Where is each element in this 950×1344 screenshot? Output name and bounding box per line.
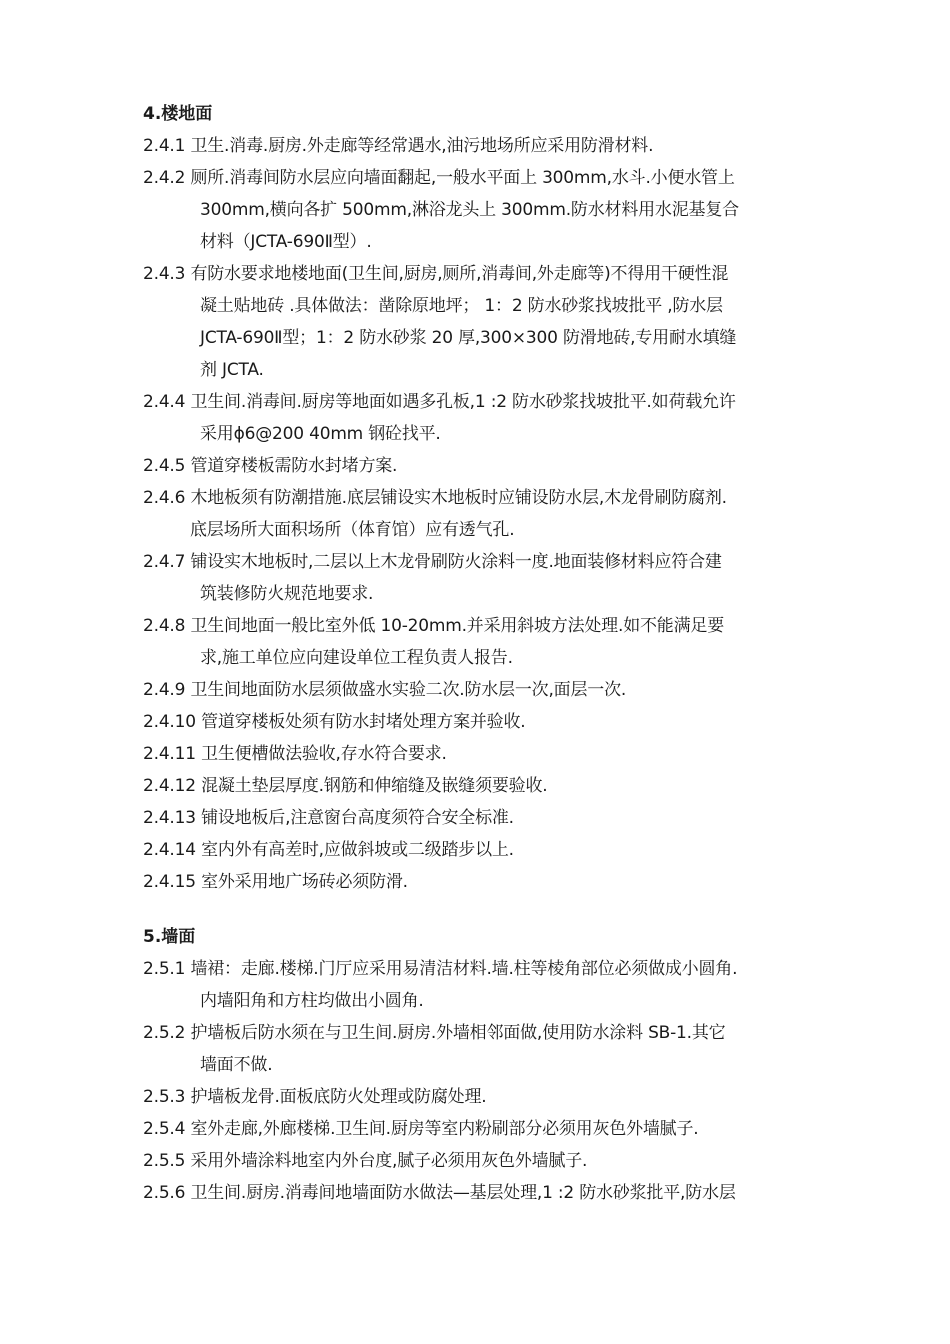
section-heading-floor: 4.楼地面 — [143, 104, 213, 124]
clause-2-4-2-cont: 材料（JCTA-690Ⅱ型）. — [200, 232, 372, 252]
clause-2-4-1: 2.4.1 卫生.消毒.厨房.外走廊等经常遇水,油污地场所应采用防滑材料. — [143, 136, 654, 156]
clause-2-4-14: 2.4.14 室内外有高差时,应做斜坡或二级踏步以上. — [143, 840, 514, 860]
clause-2-4-2-cont: 300mm,横向各扩 500mm,淋浴龙头上 300mm.防水材料用水泥基复合 — [200, 200, 739, 220]
clause-2-4-8: 2.4.8 卫生间地面一般比室外低 10-20mm.并采用斜坡方法处理.如不能满足要 — [143, 616, 724, 636]
clause-2-5-1-cont: 内墙阳角和方柱均做出小圆角. — [200, 991, 424, 1011]
clause-2-4-6: 2.4.6 木地板须有防潮措施.底层铺设实木地板时应铺设防水层,木龙骨刷防腐剂. — [143, 488, 727, 508]
section-heading-wall: 5.墙面 — [143, 927, 196, 947]
clause-2-4-9: 2.4.9 卫生间地面防水层须做盛水实验二次.防水层一次,面层一次. — [143, 680, 627, 700]
clause-2-4-6-cont: 底层场所大面积场所（体育馆）应有透气孔. — [190, 520, 515, 540]
clause-2-4-5: 2.4.5 管道穿楼板需防水封堵方案. — [143, 456, 398, 476]
clause-2-5-2: 2.5.2 护墙板后防水须在与卫生间.厨房.外墙相邻面做,使用防水涂料 SB-1.其它 — [143, 1023, 726, 1043]
clause-2-4-7: 2.4.7 铺设实木地板时,二层以上木龙骨刷防火涂料一度.地面装修材料应符合建 — [143, 552, 722, 572]
clause-2-5-4: 2.5.4 室外走廊,外廊楼梯.卫生间.厨房等室内粉刷部分必须用灰色外墙腻子. — [143, 1119, 699, 1139]
clause-2-4-13: 2.4.13 铺设地板后,注意窗台高度须符合安全标准. — [143, 808, 514, 828]
clause-2-4-3: 2.4.3 有防水要求地楼地面(卫生间,厨房,厕所,消毒间,外走廊等)不得用干硬性混 — [143, 264, 729, 284]
clause-2-4-8-cont: 求,施工单位应向建设单位工程负责人报告. — [200, 648, 513, 668]
clause-2-5-2-cont: 墙面不做. — [200, 1055, 273, 1075]
clause-2-4-2: 2.4.2 厕所.消毒间防水层应向墙面翻起,一般水平面上 300mm,水斗.小便水管上 — [143, 168, 735, 188]
clause-2-4-11: 2.4.11 卫生便槽做法验收,存水符合要求. — [143, 744, 447, 764]
clause-2-4-4-cont: 采用ϕ6@200 40mm 钢砼找平. — [200, 424, 441, 444]
clause-2-4-3-cont: 凝土贴地砖 .具体做法：凿除原地坪； 1：2 防水砂浆找坡批平 ,防水层 — [200, 296, 723, 316]
clause-2-4-15: 2.4.15 室外采用地广场砖必须防滑. — [143, 872, 408, 892]
clause-2-5-6: 2.5.6 卫生间.厨房.消毒间地墙面防水做法—基层处理,1 :2 防水砂浆批平,防水层 — [143, 1183, 736, 1203]
clause-2-5-1: 2.5.1 墙裙：走廊.楼梯.门厅应采用易清洁材料.墙.柱等棱角部位必须做成小圆角. — [143, 959, 738, 979]
clause-2-5-3: 2.5.3 护墙板龙骨.面板底防火处理或防腐处理. — [143, 1087, 487, 1107]
clause-2-5-5: 2.5.5 采用外墙涂料地室内外台度,腻子必须用灰色外墙腻子. — [143, 1151, 588, 1171]
clause-2-4-3-cont: 剂 JCTA. — [200, 360, 264, 380]
clause-2-4-7-cont: 筑装修防火规范地要求. — [200, 584, 374, 604]
clause-2-4-12: 2.4.12 混凝土垫层厚度.钢筋和伸缩缝及嵌缝须要验收. — [143, 776, 548, 796]
clause-2-4-10: 2.4.10 管道穿楼板处须有防水封堵处理方案并验收. — [143, 712, 526, 732]
clause-2-4-4: 2.4.4 卫生间.消毒间.厨房等地面如遇多孔板,1 :2 防水砂浆找坡批平.如荷载允许 — [143, 392, 736, 412]
clause-2-4-3-cont: JCTA-690Ⅱ型；1：2 防水砂浆 20 厚,300×300 防滑地砖,专用耐水填缝 — [200, 328, 737, 348]
